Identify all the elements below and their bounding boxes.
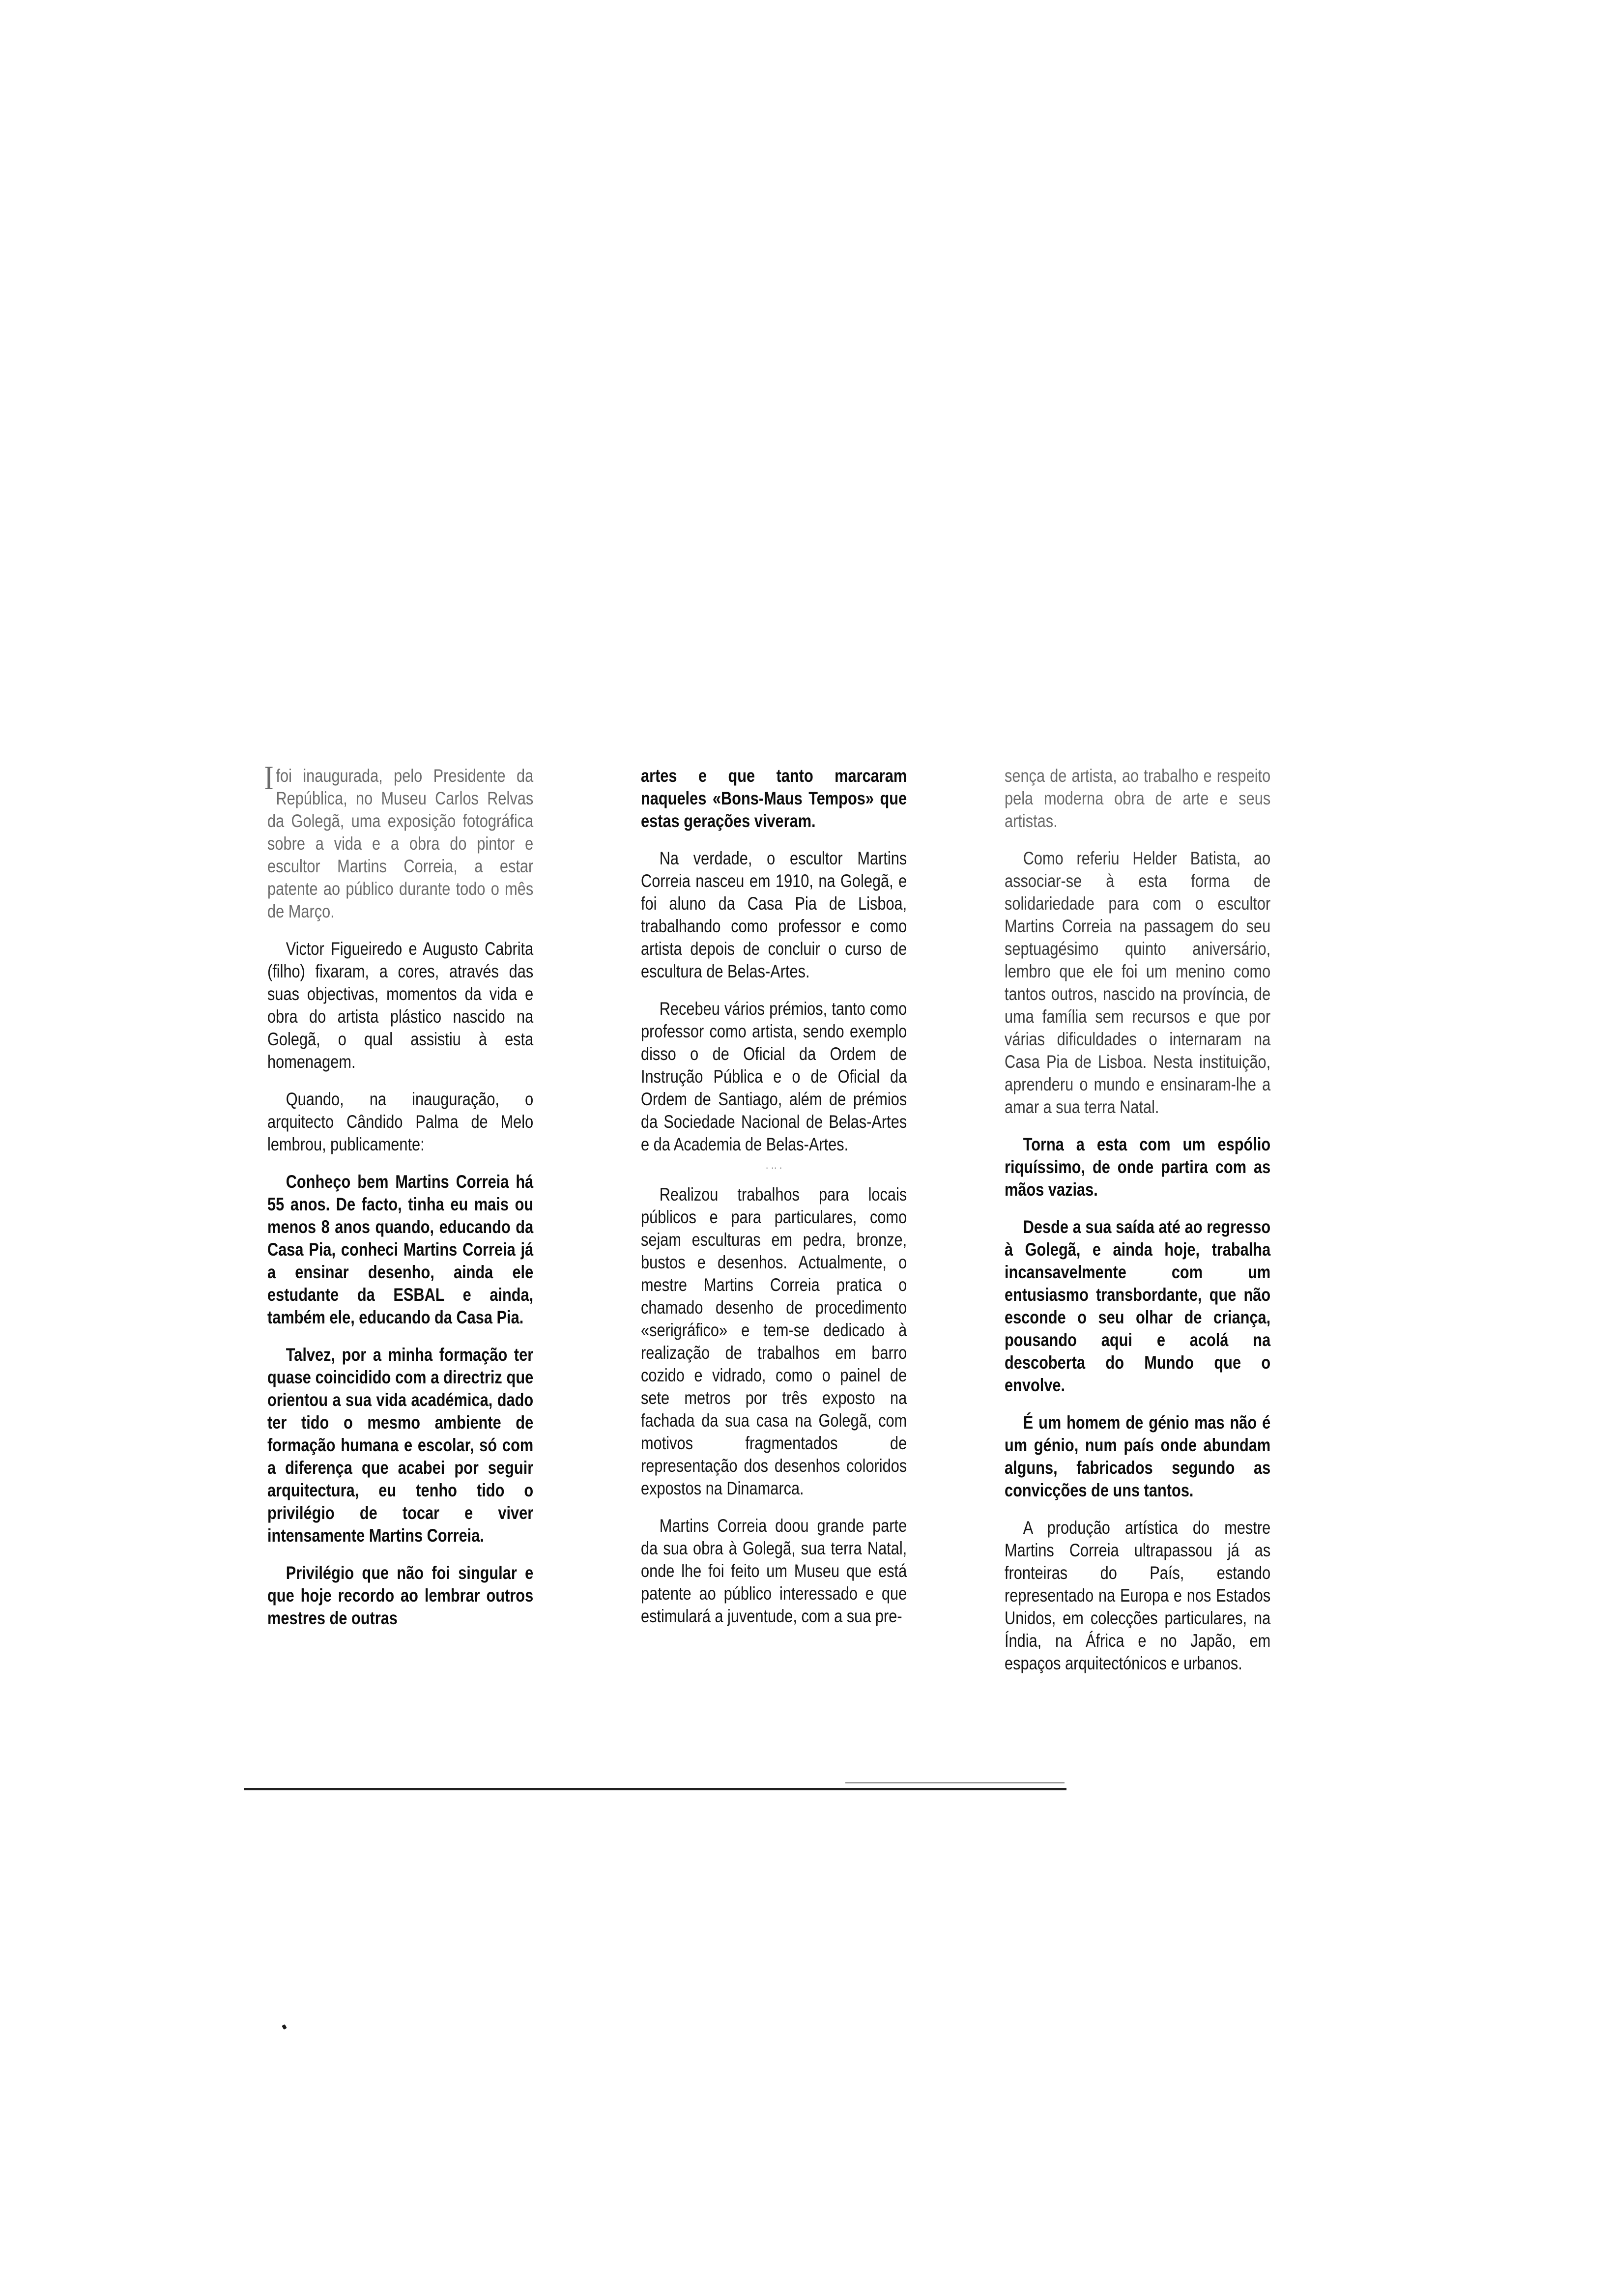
drop-cap: I: [264, 759, 274, 797]
article-paragraph: Victor Figueiredo e Augusto Cabrita (filho) fixaram, a cores, através das suas objectivas, momentos da vida e obra do artista plástico nascido na Golegã, o qual assistiu à esta homenagem.: [267, 938, 534, 1072]
rule-shadow: [845, 1782, 1065, 1783]
article-paragraph: [264, 759, 534, 922]
article-paragraph: Quando, na inauguração, o arquitecto Cândido Palma de Melo lembrou, publicamente:: [267, 1089, 534, 1154]
article-paragraph: Recebeu vários prémios, tanto como professor como artista, sendo exemplo disso o de Oficial da Ordem de Instrução Pública e o de Oficial da Ordem de Santiago, além de prémios da Sociedade Nacional de Belas-Artes e da Academia de Belas-Artes.: [641, 998, 907, 1154]
article-column-1: [264, 759, 534, 1644]
quote-paragraph: Conheço bem Martins Correia há 55 anos. De facto, tinha eu mais ou menos 8 anos quando, educando da Casa Pia, conheci Martins Correia já a ensinar desenho, ainda ele estudante da ESBAL e ainda, também ele, educando da Casa Pia.: [267, 1171, 534, 1327]
horizontal-rule: [244, 1788, 1066, 1790]
article-paragraph: Na verdade, o escultor Martins Correia nasceu em 1910, na Golegã, e foi aluno da Casa Pia de Lisboa, trabalhando como professor e como artista depois de concluir o curso de escultura de Belas-Artes.: [641, 848, 907, 981]
article-paragraph: Torna a esta com um espólio riquíssimo, de onde partira com as mãos vazias.: [1005, 1134, 1271, 1200]
paragraph-text: foi inaugurada, pelo Presidente da República, no Museu Carlos Relvas da Golegã, uma exposição fotográfica sobre a vida e a obra do pintor e escultor Martins Correia, a estar patente ao público durante todo o mês de Março.: [267, 765, 534, 921]
article-paragraph: A produção artística do mestre Martins Correia ultrapassou já as fronteiras do País, estando representado na Europa e nos Estados Unidos, em colecções particulares, na Índia, na África e no Japão, em espaços arquitectónicos e urbanos.: [1005, 1517, 1271, 1673]
quote-paragraph: artes e que tanto marcaram naqueles «Bons-Maus Tempos» que estas gerações viveram.: [641, 765, 907, 831]
quote-paragraph: Privilégio que não foi singular e que hoje recordo ao lembrar outros mestres de outras: [267, 1562, 534, 1628]
article-paragraph: Desde a sua saída até ao regresso à Golegã, e ainda hoje, trabalha incansavelmente com um entusiasmo transbordante, que não esconde o seu olhar de criança, pousando aqui e acolá na descoberta do Mundo que o envolve.: [1005, 1216, 1271, 1395]
article-paragraph: Como referiu Helder Batista, ao associar-se à esta forma de solidariedade para com o escultor Martins Correia na passagem do seu septuagésimo quinto aniversário, lembro que ele foi um menino como tantos outros, nascido na província, de uma família sem recursos e que por várias dificuldades o internaram na Casa Pia de Lisboa. Nesta instituição, aprenderu o mundo e ensinaram-lhe a amar a sua terra Natal.: [1005, 848, 1271, 1117]
article-column-3: [1005, 764, 1270, 1689]
article-column-2: [641, 764, 907, 1642]
newspaper-clipping: [246, 759, 1271, 1816]
section-divider: · ·· ·: [765, 1161, 782, 1174]
article-paragraph: Realizou trabalhos para locais públicos e para particulares, como sejam esculturas em pedra, bronze, bustos e desenhos. Actualmente, o mestre Martins Correia pratica o chamado desenho de procedimento «serigráfico» e tem-se dedicado à realização de trabalhos em barro cozido e vidrado, como o painel de sete metros por três exposto na fachada da sua casa na Golegã, com motivos fragmentados de representação dos desenhos coloridos expostos na Dinamarca.: [641, 1184, 907, 1498]
article-paragraph: Martins Correia doou grande parte da sua obra à Golegã, sua terra Natal, onde lhe foi feito um Museu que está patente ao público interessado e que estimulará a juventude, com a sua pre-: [641, 1515, 907, 1626]
scan-speck: [282, 2024, 287, 2030]
quote-paragraph: Talvez, por a minha formação ter quase coincidido com a directriz que orientou a sua vida académica, dado ter tido o mesmo ambiente de formação humana e escolar, só com a diferença que acabei por seguir arquitectura, eu tenho tido o privilégio de tocar e viver intensamente Martins Correia.: [267, 1344, 534, 1546]
article-paragraph: É um homem de génio mas não é um génio, num país onde abundam alguns, fabricados segundo as convicções de uns tantos.: [1005, 1412, 1271, 1500]
article-paragraph: sença de artista, ao trabalho e respeito pela moderna obra de arte e seus artistas.: [1005, 765, 1271, 831]
